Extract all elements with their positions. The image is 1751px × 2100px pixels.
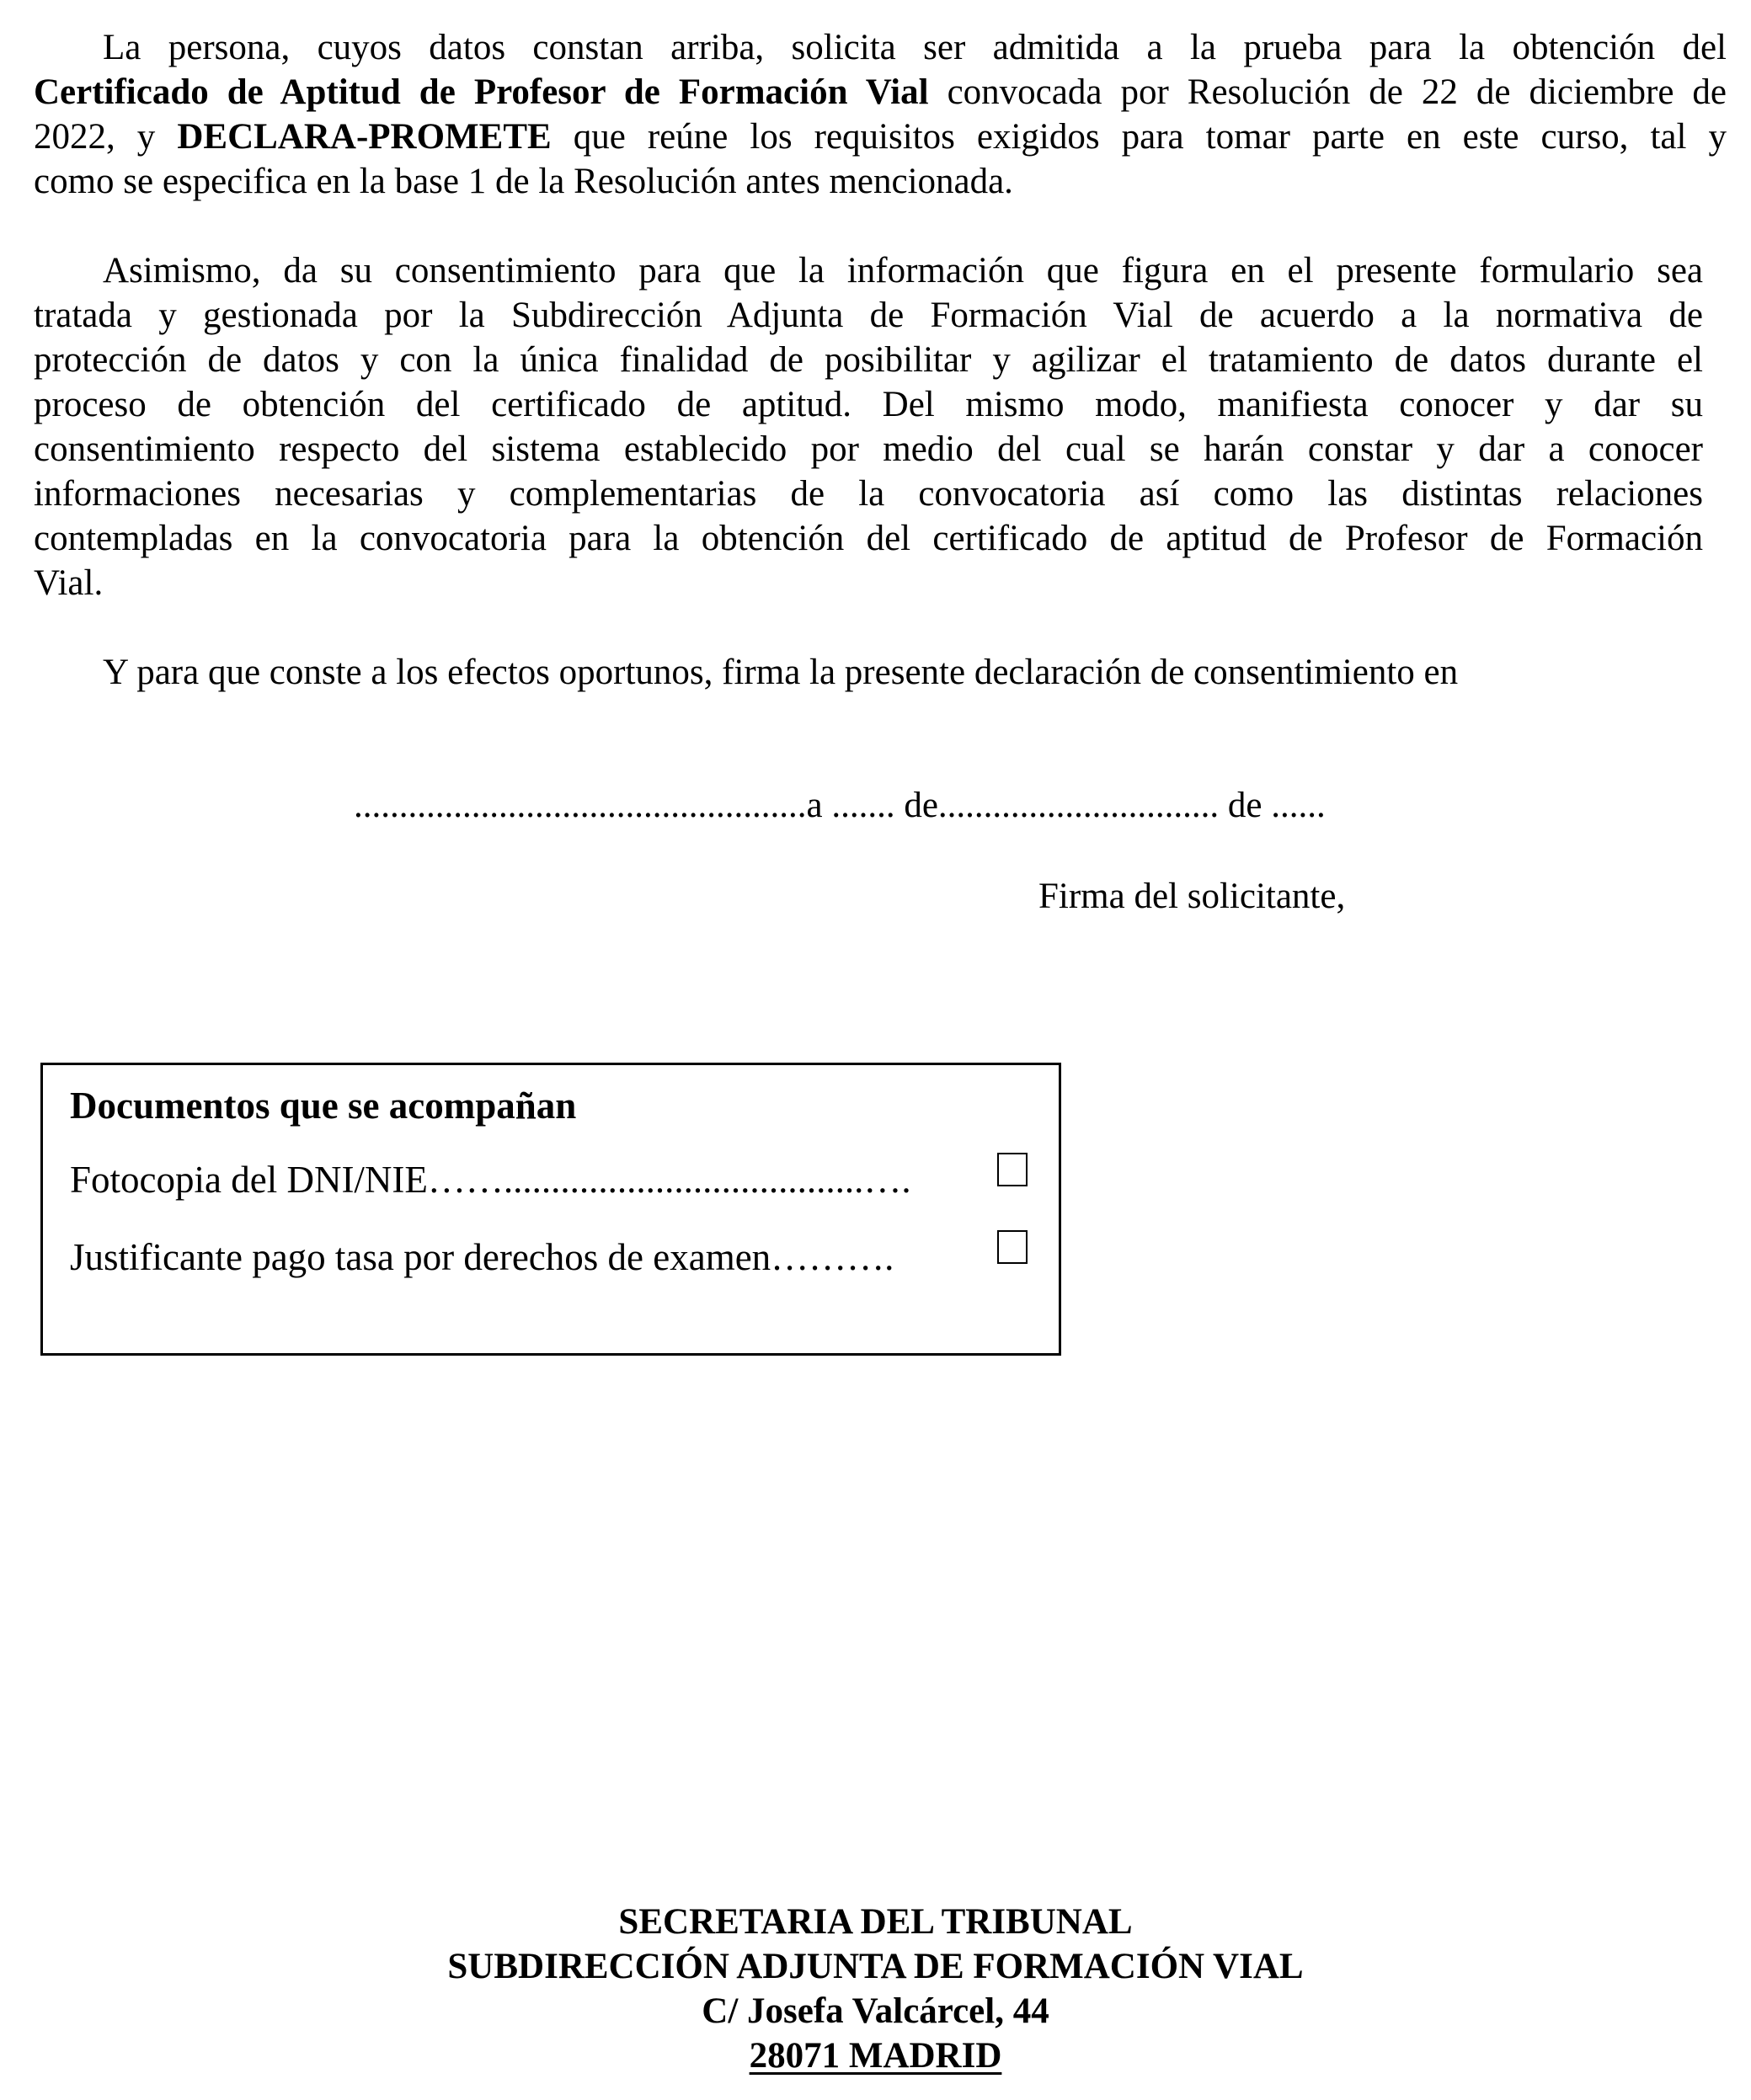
footer-tribunal: SECRETARIA DEL TRIBUNAL xyxy=(618,1902,1133,1942)
footer-postal-city: 28071 MADRID xyxy=(749,2036,1002,2076)
paragraph-line xyxy=(34,650,1703,695)
paragraph-line: informaciones necesarias y complementarias de la convocatoria así como las distintas relaciones xyxy=(34,474,1703,514)
paragraph-text: 2022, y xyxy=(34,117,178,157)
paragraph-text: que reúne los requisitos exigidos para tomar parte en este curso, tal y xyxy=(551,117,1727,157)
paragraph-line: consentimiento respecto del sistema establecido por medio del cual se harán constar y dar a conocer xyxy=(34,429,1703,469)
declaration-keyword: DECLARA-PROMETE xyxy=(177,117,552,157)
address-footer xyxy=(0,1900,1751,2078)
application-paragraph xyxy=(34,25,1727,204)
fee-receipt-checkbox[interactable] xyxy=(997,1230,1028,1264)
documents-box-title: Documentos que se acompañan xyxy=(70,1085,577,1127)
paragraph-line xyxy=(34,25,1727,70)
paragraph-text: convocada por Resolución de 22 de diciembre de xyxy=(928,72,1727,112)
signature-statement xyxy=(34,650,1703,695)
consent-paragraph xyxy=(34,248,1703,605)
document-item-id-copy: Fotocopia del DNI/NIE……......................................…. xyxy=(70,1159,911,1201)
footer-department: SUBDIRECCIÓN ADJUNTA DE FORMACIÓN VIAL xyxy=(447,1947,1304,1986)
footer-city-line xyxy=(0,2033,1751,2078)
id-copy-checkbox[interactable] xyxy=(997,1153,1028,1186)
place-date-field[interactable]: ..................................................a ....... de............................... de ...... xyxy=(354,786,1326,825)
footer-street: C/ Josefa Valcárcel, 44 xyxy=(702,1991,1049,2031)
paragraph-line xyxy=(34,70,1727,115)
paragraph-line: proceso de obtención del certificado de aptitud. Del mismo modo, manifiesta conocer y dar su xyxy=(34,385,1703,424)
paragraph-line xyxy=(34,248,1703,293)
paragraph-text: como se especifica en la base 1 de la Resolución antes mencionada. xyxy=(34,162,1013,201)
paragraph-text: Y para que conste a los efectos oportunos, firma la presente declaración de consentimiento en xyxy=(103,653,1459,692)
paragraph-line xyxy=(34,115,1727,159)
paragraph-line xyxy=(34,159,1727,204)
paragraph-text: Asimismo, da su consentimiento para que la información que figura en el presente formulario sea xyxy=(103,251,1703,290)
paragraph-line: contempladas en la convocatoria para la obtención del certificado de aptitud de Profesor de Formación xyxy=(34,519,1703,558)
certificate-name: Certificado de Aptitud de Profesor de Formación Vial xyxy=(34,72,929,112)
paragraph-text: La persona, cuyos datos constan arriba, solicita ser admitida a la prueba para la obtención del xyxy=(103,28,1727,67)
paragraph-line: protección de datos y con la única finalidad de posibilitar y agilizar el tratamiento de datos durante el xyxy=(34,340,1703,380)
signature-label: Firma del solicitante, xyxy=(1038,877,1346,916)
document-item-fee-receipt: Justificante pago tasa por derechos de examen………. xyxy=(70,1236,894,1278)
documents-box xyxy=(40,1063,1061,1356)
paragraph-line: tratada y gestionada por la Subdirección Adjunta de Formación Vial de acuerdo a la normativa de xyxy=(34,296,1703,335)
paragraph-line: Vial. xyxy=(34,563,104,603)
